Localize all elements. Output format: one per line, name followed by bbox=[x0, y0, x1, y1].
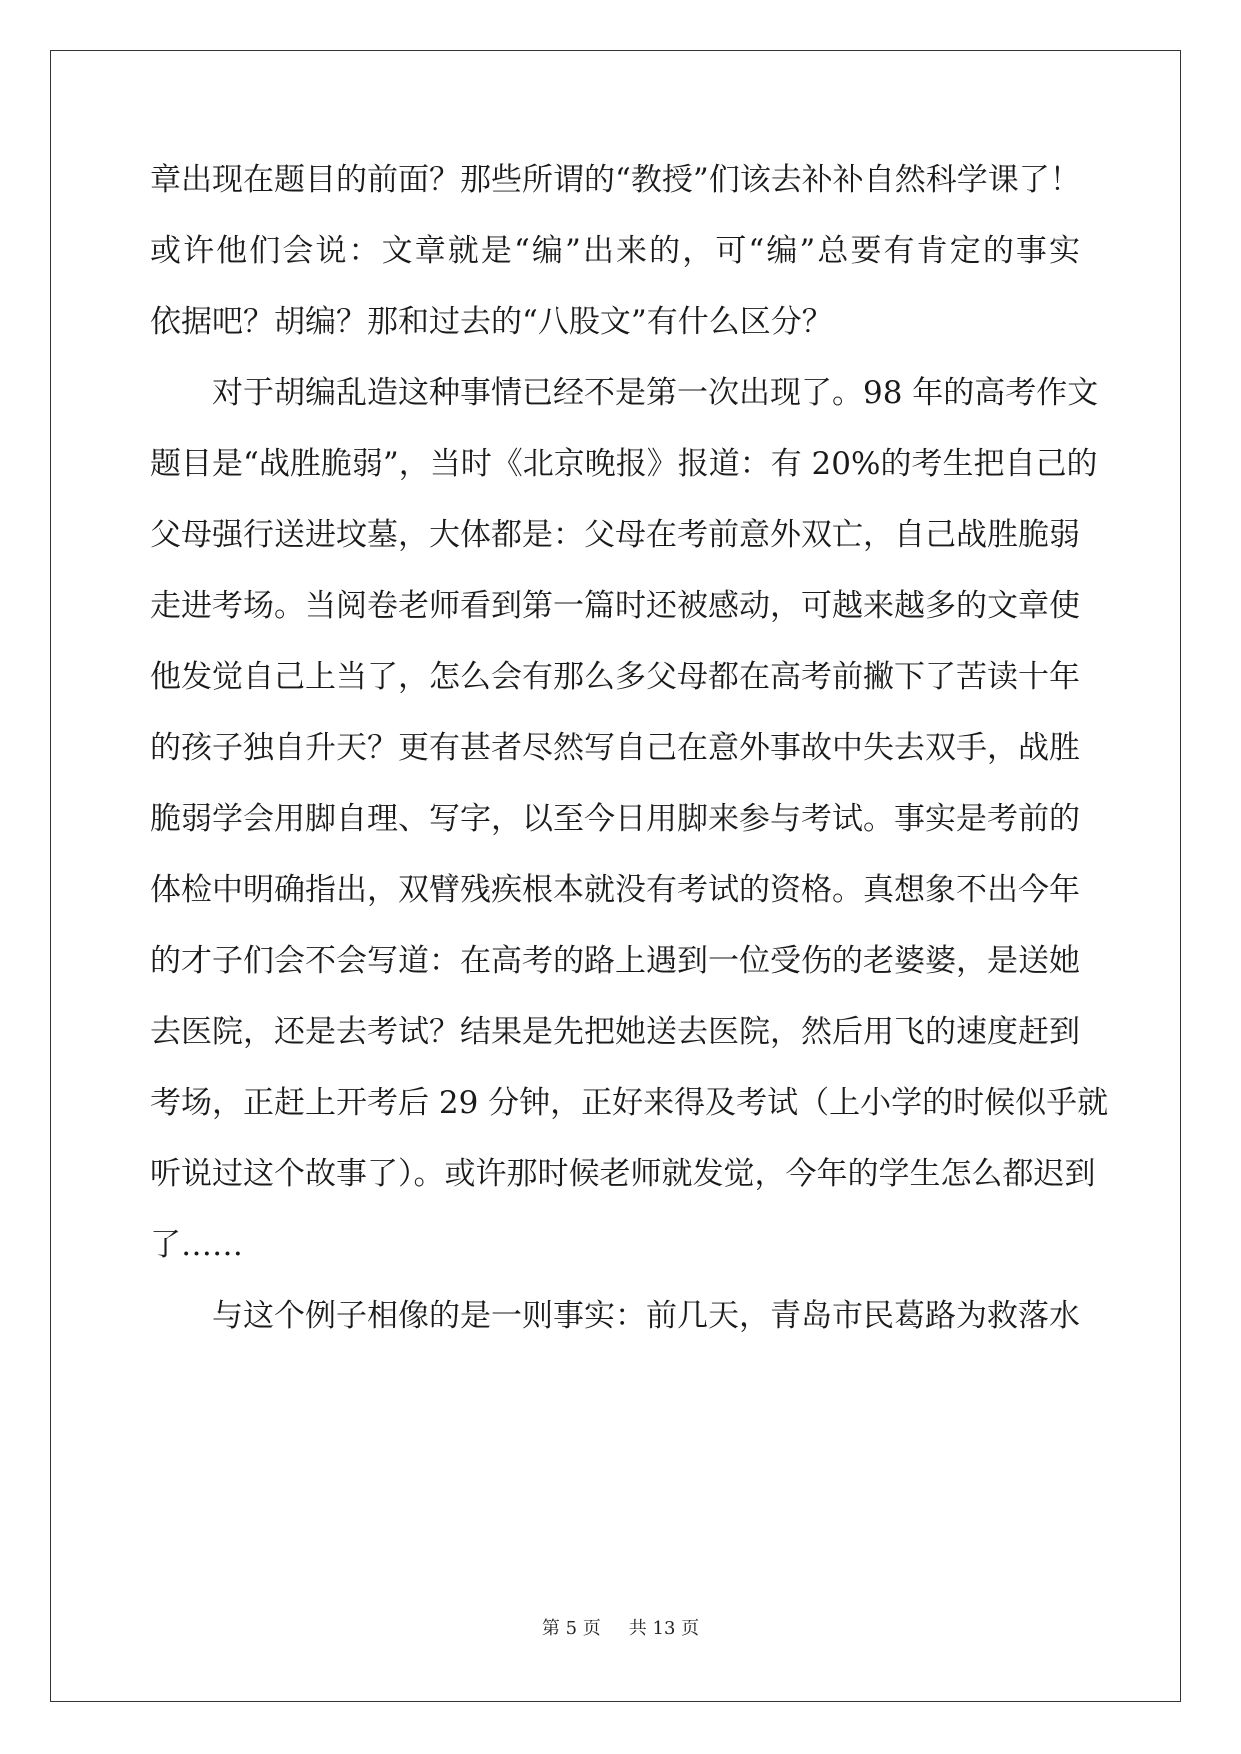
text-line: 他发觉自己上当了，怎么会有那么多父母都在高考前撇下了苦读十年 bbox=[150, 659, 1080, 695]
text-line: 脆弱学会用脚自理、写字，以至今日用脚来参与考试。事实是考前的 bbox=[150, 801, 1080, 837]
paragraph-first-line: 对于胡编乱造这种事情已经不是第一次出现了。98 年的高考作文 bbox=[212, 375, 1099, 411]
paragraph-first-line: 与这个例子相像的是一则事实：前几天，青岛市民葛路为救落水 bbox=[212, 1298, 1080, 1334]
text-line: 的孩子独自升天？更有甚者尽然写自己在意外事故中失去双手，战胜 bbox=[150, 730, 1080, 766]
text-line: 或许他们会说：文章就是“编”出来的，可“编”总要有肯定的事实 bbox=[150, 233, 1080, 269]
text-line: 父母强行送进坟墓，大体都是：父母在考前意外双亡，自己战胜脆弱 bbox=[150, 517, 1080, 553]
page-number: 第 5 页 bbox=[541, 1618, 601, 1639]
text-line: 的才子们会不会写道：在高考的路上遇到一位受伤的老婆婆，是送她 bbox=[150, 943, 1080, 979]
text-line: 了…… bbox=[150, 1227, 243, 1263]
text-line: 听说过这个故事了）。或许那时候老师就发觉，今年的学生怎么都迟到 bbox=[150, 1156, 1096, 1192]
text-line: 依据吧？胡编？那和过去的“八股文”有什么区分？ bbox=[150, 304, 833, 340]
text-line: 题目是“战胜脆弱”，当时《北京晚报》报道：有 20%的考生把自己的 bbox=[150, 446, 1098, 482]
page-footer bbox=[0, 1614, 1241, 1640]
text-line: 走进考场。当阅卷老师看到第一篇时还被感动，可越来越多的文章使 bbox=[150, 588, 1080, 624]
text-line: 章出现在题目的前面？那些所谓的“教授”们该去补补自然科学课了！ bbox=[150, 162, 1081, 198]
text-line: 体检中明确指出，双臂残疾根本就没有考试的资格。真想象不出今年 bbox=[150, 872, 1080, 908]
page-total: 共 13 页 bbox=[628, 1618, 700, 1639]
text-line: 去医院，还是去考试？结果是先把她送去医院，然后用飞的速度赶到 bbox=[150, 1014, 1080, 1050]
text-line: 考场，正赶上开考后 29 分钟，正好来得及考试（上小学的时候似乎就 bbox=[150, 1085, 1109, 1121]
